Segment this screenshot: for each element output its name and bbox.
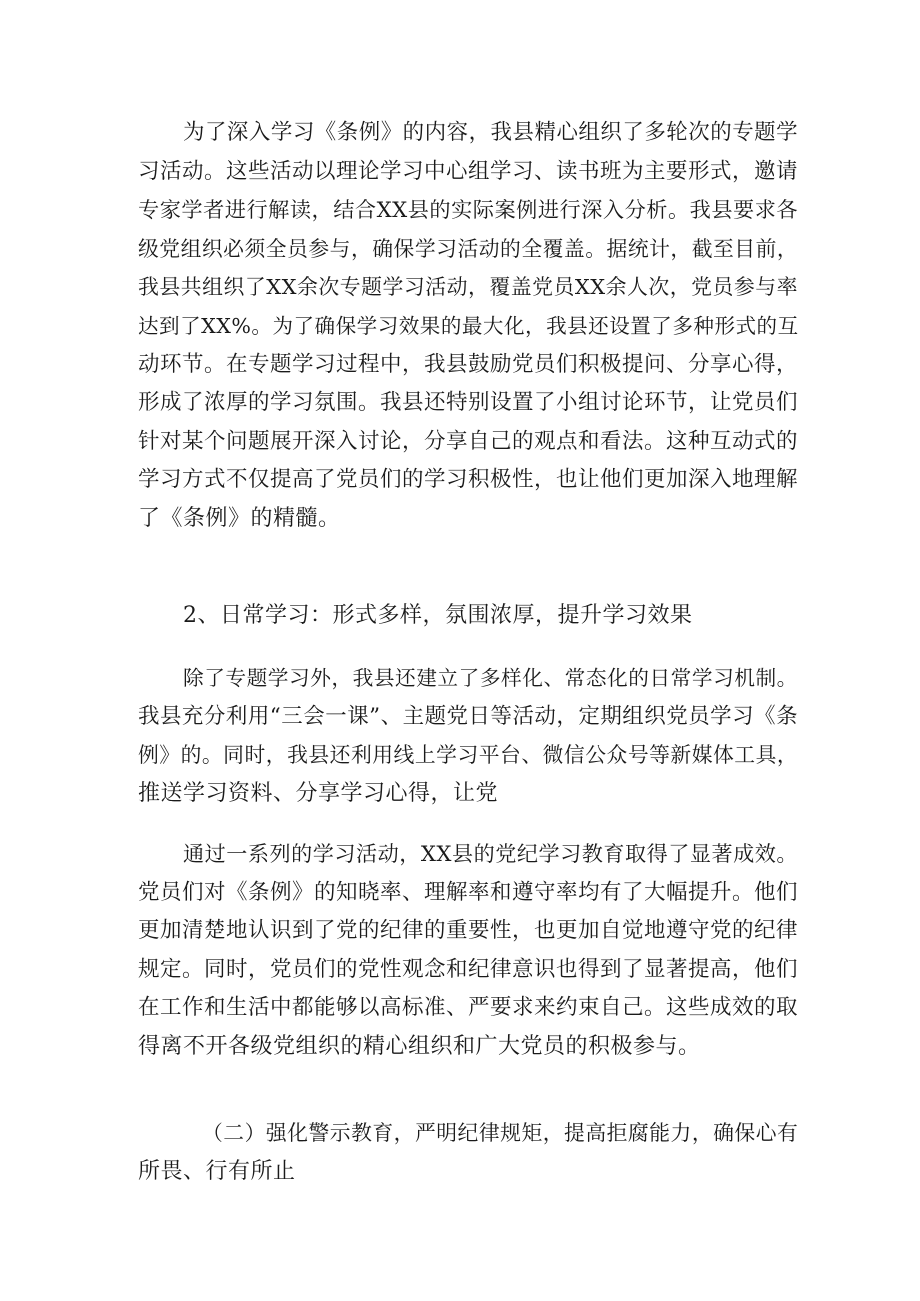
text-line: 例》的。同时，我县还利用线上学习平台、微信公众号等新媒体工具， [138,743,799,768]
text-line: 专家学者进行解读，结合XX县的实际案例进行深入分析。我县要求各 [138,197,799,223]
text-line: 在工作和生活中都能够以高标准、严要求来约束自己。这些成效的取 [138,995,799,1021]
text-line: 我县共组织了XX余次专题学习活动，覆盖党员XX余人次，党员参与率 [138,275,798,300]
text-line: 动环节。在专题学习过程中，我县鼓励党员们积极提问、分享心得， [138,351,799,377]
section-heading-warning-education [138,1114,798,1191]
text-line: 学习方式不仅提高了党员们的学习积极性，也让他们更加深入地理解 [138,467,799,493]
paragraph-special-study [138,114,798,539]
paragraph-daily-study [138,659,798,813]
text-line: 形成了浓厚的学习氛围。我县还特别设置了小组讨论环节，让党员们 [138,390,799,416]
text-line: 级党组织必须全员参与，确保学习活动的全覆盖。据统计，截至目前， [138,236,799,261]
text-line: 习活动。这些活动以理论学习中心组学习、读书班为主要形式，邀请 [138,158,799,184]
text-line: 达到了XX%。为了确保学习效果的最大化，我县还设置了多种形式的互 [138,313,799,338]
heading-line: 所畏、行有所止 [138,1158,296,1184]
text-line: 了《条例》的精髓。 [138,505,341,531]
text-line: 通过一系列的学习活动，XX县的党纪学习教育取得了显著成效。 [183,841,798,866]
text-line: 为了深入学习《条例》的内容，我县精心组织了多轮次的专题学 [183,120,799,145]
text-line: 除了专题学习外，我县还建立了多样化、常态化的日常学习机制。 [183,666,798,690]
text-line: 推送学习资料、分享学习心得，让党 [138,780,499,806]
text-line: 规定。同时，党员们的党性观念和纪律意识也得到了显著提高，他们 [138,956,799,982]
text-line: 更加清楚地认识到了党的纪律的重要性，也更加自觉地遵守党的纪律 [138,918,799,944]
text-line: 针对某个问题展开深入讨论，分享自己的观点和看法。这种互动式的 [138,428,799,454]
text-line: 党员们对《条例》的知晓率、理解率和遵守率均有了大幅提升。他们 [138,879,799,905]
text-line: 得离不开各级党组织的精心组织和广大党员的积极参与。 [138,1033,701,1059]
text-line: 我县充分利用“三会一课”、主题党日等活动，定期组织党员学习《条 [138,703,799,729]
paragraph-results [138,835,798,1067]
heading-line: （二）强化警示教育，严明纪律规矩，提高拒腐能力，确保心有 [202,1121,799,1145]
heading-line: 2、日常学习：形式多样，氛围浓厚，提升学习效果 [183,603,693,628]
section-heading-daily-study [138,597,798,636]
